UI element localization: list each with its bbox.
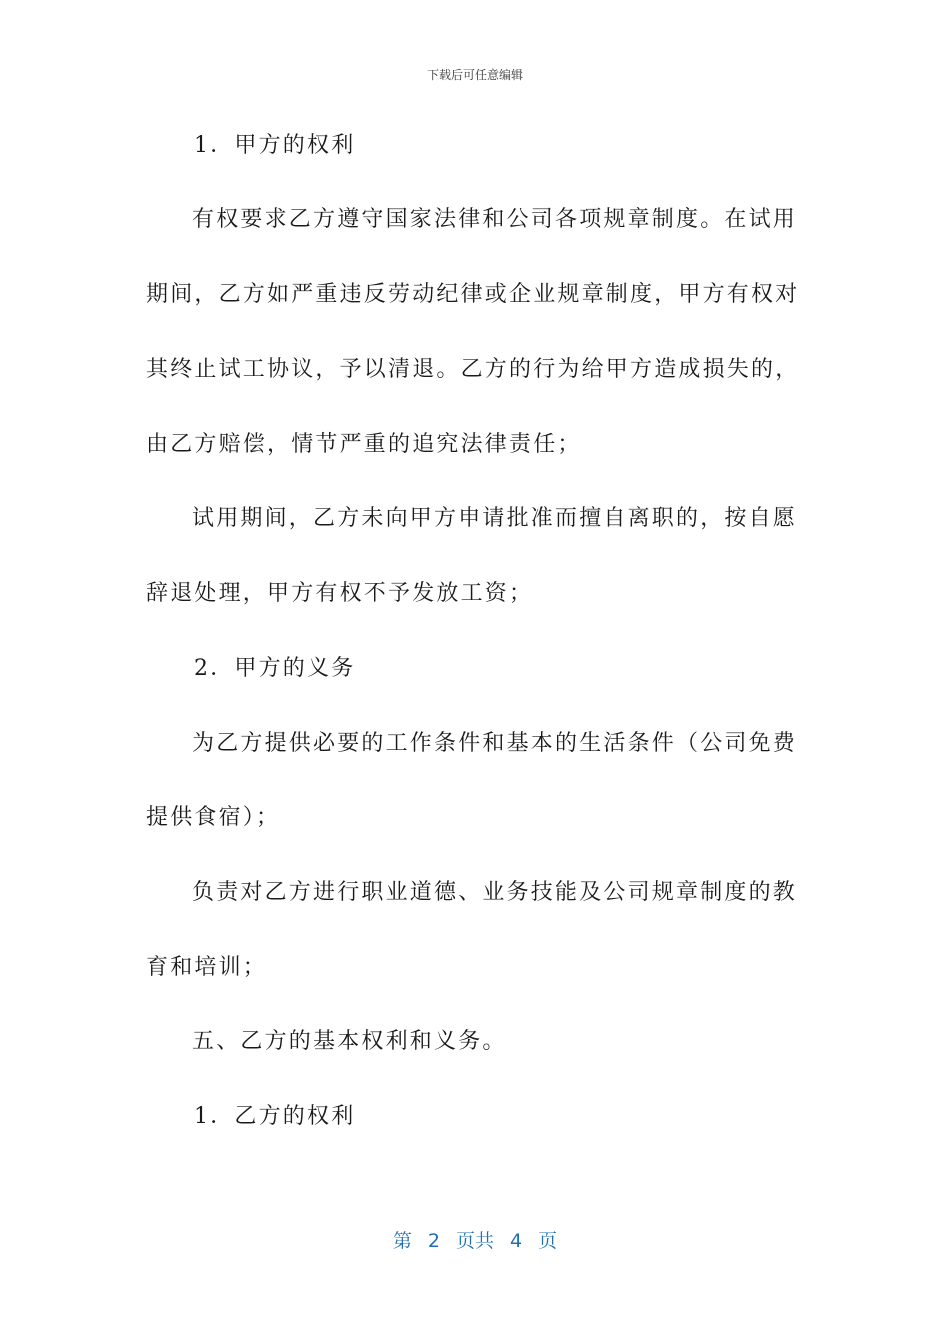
paragraph-line: 由乙方赔偿，情节严重的追究法律责任； bbox=[146, 432, 582, 457]
paragraph-line: 辞退处理，甲方有权不予发放工资； bbox=[146, 581, 534, 606]
paragraph-line: 期间，乙方如严重违反劳动纪律或企业规章制度，甲方有权对 bbox=[146, 282, 800, 307]
paragraph-line: 其终止试工协议，予以清退。乙方的行为给甲方造成损失的， bbox=[146, 357, 800, 382]
paragraph-line: 育和培训； bbox=[146, 955, 268, 980]
paragraph-line: 负责对乙方进行职业道德、业务技能及公司规章制度的教 bbox=[192, 880, 798, 905]
footer-current-page: 2 bbox=[427, 1230, 440, 1252]
paragraph-line: 试用期间，乙方未向甲方申请批准而擅自离职的，按自愿 bbox=[192, 506, 798, 531]
footer-label-of: 页共 bbox=[455, 1230, 494, 1252]
section-heading: 2．甲方的义务 bbox=[194, 656, 356, 681]
section-heading: 1．乙方的权利 bbox=[194, 1104, 356, 1129]
paragraph-line: 有权要求乙方遵守国家法律和公司各项规章制度。在试用 bbox=[192, 207, 798, 232]
page-header: 下载后可任意编辑 bbox=[426, 68, 523, 82]
footer-label-page: 第 bbox=[392, 1230, 412, 1252]
footer-label-pages: 页 bbox=[538, 1230, 558, 1252]
page-footer bbox=[0, 1226, 950, 1253]
footer-total-pages: 4 bbox=[510, 1230, 523, 1252]
section-heading: 五、乙方的基本权利和义务。 bbox=[192, 1029, 507, 1054]
section-heading: 1．甲方的权利 bbox=[194, 133, 356, 158]
paragraph-line: 提供食宿）； bbox=[146, 805, 281, 830]
paragraph-line: 为乙方提供必要的工作条件和基本的生活条件（公司免费 bbox=[192, 731, 798, 756]
